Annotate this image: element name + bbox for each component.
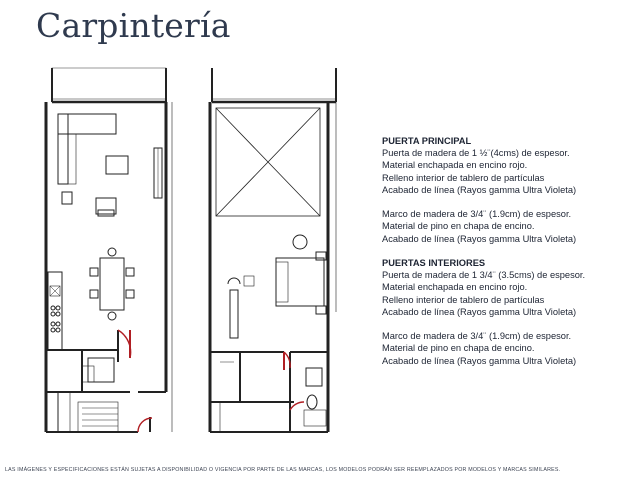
- main-door-line: Puerta de madera de 1 ½¨(4cms) de espesor.: [382, 148, 570, 159]
- interior-door-line: Puerta de madera de 1 3/4¨ (3.5cms) de espesor.: [382, 270, 586, 281]
- main-door-section: [382, 135, 632, 245]
- interior-frame-line: Material de pino en chapa de encino.: [382, 343, 535, 354]
- legal-disclaimer: LAS IMÁGENES Y ESPECIFICACIONES ESTÁN SUJETAS A DISPONIBILIDAD O VIGENCIA POR PARTE DE LAS MARCAS, LOS MODELOS PODRÁN SER REEMPLAZADOS POR MODELOS Y MARCAS SIMILARES.: [5, 467, 561, 473]
- interior-frame-line: Marco de madera de 3/4¨ (1.9cm) de espesor.: [382, 331, 572, 342]
- page-title: Carpintería: [36, 6, 231, 45]
- interior-door-line: Acabado de línea (Rayos gamma Ultra Violeta): [382, 306, 577, 317]
- main-door-heading: PUERTA PRINCIPAL: [382, 136, 472, 146]
- main-frame-line: Marco de madera de 3/4¨ (1.9cm) de espesor.: [382, 209, 572, 220]
- carpentry-specs: [382, 135, 632, 367]
- interior-frame-line: Acabado de línea (Rayos gamma Ultra Violeta): [382, 355, 577, 366]
- main-door-line: Acabado de línea (Rayos gamma Ultra Violeta): [382, 184, 577, 195]
- interior-door-line: Material enchapada en encino rojo.: [382, 282, 528, 293]
- main-frame-line: Material de pino en chapa de encino.: [382, 221, 535, 232]
- interior-doors-section: [382, 257, 632, 367]
- main-door-line: Material enchapada en encino rojo.: [382, 160, 528, 171]
- ground-floor-plan: [38, 62, 190, 442]
- main-door-line: Relleno interior de tablero de partículas: [382, 172, 545, 183]
- interior-door-line: Relleno interior de tablero de partículas: [382, 294, 545, 305]
- interior-doors-heading: PUERTAS INTERIORES: [382, 258, 486, 268]
- upper-floor-plan: [204, 62, 354, 442]
- main-frame-line: Acabado de línea (Rayos gamma Ultra Violeta): [382, 233, 577, 244]
